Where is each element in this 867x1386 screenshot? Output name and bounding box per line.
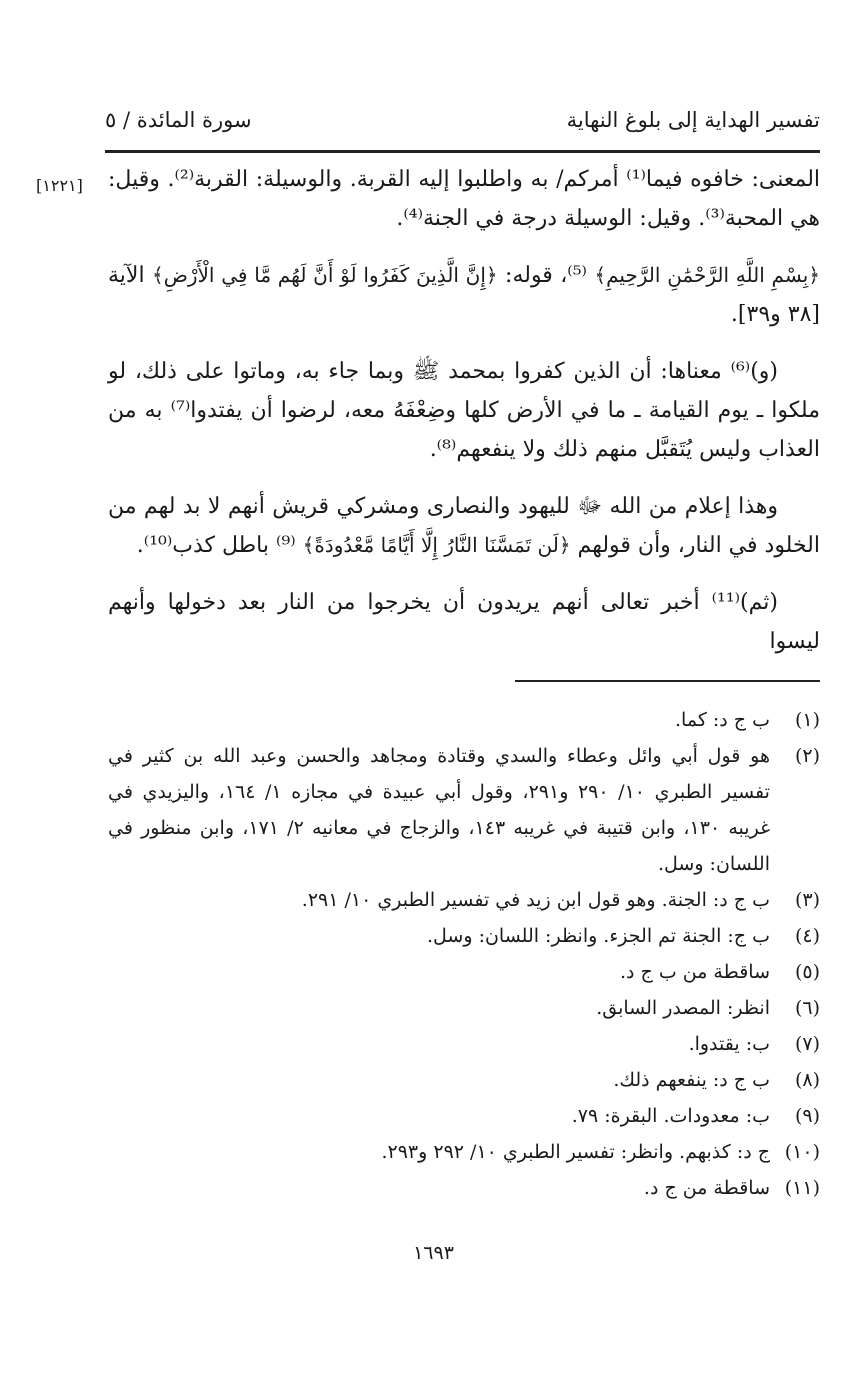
footnote-text: ب ج د: كما. bbox=[675, 709, 770, 731]
footnote-number: (٩) bbox=[794, 1105, 820, 1127]
paragraph-2-mid: ⁽⁵⁾، قوله: bbox=[497, 263, 595, 288]
footnotes bbox=[108, 702, 820, 1206]
footnote-number: (٢) bbox=[794, 745, 820, 767]
footnote-number: (٦) bbox=[794, 997, 820, 1019]
paragraph-1: المعنى: خافوه فيما⁽¹⁾ أمركم/ به واطلبوا إليه القربة. والوسيلة: القربة⁽²⁾. وقيل: هي المحبة⁽³⁾. وقيل: الوسيلة درجة في الجنة⁽⁴⁾. bbox=[108, 167, 821, 231]
footnote bbox=[108, 1134, 820, 1170]
paragraph-4-start: وهذا إعلام من الله ﷻ لليهود والنصارى ومشركي قريش أنهم لا بد لهم من الخلود في النار، وأن قولهم bbox=[108, 494, 820, 558]
footnote-number: (٤) bbox=[794, 925, 820, 947]
paragraph-2-end: الآية [٣٨ و٣٩]. bbox=[108, 263, 820, 327]
footnote bbox=[108, 1026, 820, 1062]
paragraph-2 bbox=[108, 256, 820, 334]
running-header bbox=[105, 108, 820, 148]
book-title: تفسير الهداية إلى بلوغ النهاية bbox=[566, 108, 820, 132]
footnote-text: ب ج د: ينفعهم ذلك. bbox=[613, 1069, 770, 1091]
footnote-number: (٣) bbox=[794, 889, 820, 911]
paragraph-5: (ثم)⁽¹¹⁾ أخبر تعالى أنهم يريدون أن يخرجوا من النار بعد دخولها وأنهم ليسوا bbox=[108, 590, 820, 654]
footnote-number: (١٠) bbox=[784, 1141, 820, 1163]
footnote-number: (٥) bbox=[794, 961, 820, 983]
footnote-text: ج د: كذبهم. وانظر: تفسير الطبري ١٠/ ٢٩٢ و٢٩٣. bbox=[381, 1141, 770, 1163]
paragraph-4-end: ⁽⁹⁾ باطل كذب⁽¹⁰⁾. bbox=[136, 533, 303, 558]
footnote bbox=[108, 738, 820, 882]
footnote-text: ب: معدودات. البقرة: ٧٩. bbox=[571, 1105, 770, 1127]
footnote-text: ساقطة من ج د. bbox=[643, 1177, 770, 1199]
footnote bbox=[108, 1170, 820, 1206]
footnote-number: (٧) bbox=[794, 1033, 820, 1055]
quran-verse: ﴿إِنَّ الَّذِينَ كَفَرُوا لَوْ أَنَّ لَهُم مَّا فِي الْأَرْضِ﴾ bbox=[151, 263, 498, 287]
footnote-number: (١١) bbox=[784, 1177, 820, 1199]
footnote-text: ب ج د: الجنة. وهو قول ابن زيد في تفسير الطبري ١٠/ ٢٩١. bbox=[301, 889, 770, 911]
footnote-number: (٨) bbox=[794, 1069, 820, 1091]
footnote bbox=[108, 990, 820, 1026]
footnote-text: ساقطة من ب ج د. bbox=[619, 961, 770, 983]
footnote bbox=[108, 702, 820, 738]
surah-label: سورة المائدة / ٥ bbox=[105, 108, 252, 132]
footnote-number: (١) bbox=[794, 709, 820, 731]
footnote-divider bbox=[515, 680, 820, 682]
paragraph-4 bbox=[108, 487, 820, 565]
basmala: ﴿بِسْمِ اللَّهِ الرَّحْمَٰنِ الرَّحِيمِ﴾ bbox=[594, 263, 820, 287]
footnote-text: ب ج: الجنة تم الجزء. وانظر: اللسان: وسل. bbox=[427, 925, 770, 947]
manuscript-folio-number: [١٢٢١] bbox=[36, 176, 83, 195]
main-text bbox=[108, 160, 820, 679]
paragraph-3: (و)⁽⁶⁾ معناها: أن الذين كفروا بمحمد ﷺ وبما جاء به، وماتوا على ذلك، لو ملكوا ـ يوم القيامة ـ ما في الأرض كلها وضِعْفَهُ معه، لرضوا أن يفتدوا⁽⁷⁾ به من العذاب وليس يُتَقبَّل منهم ذلك ولا ينفعهم⁽⁸⁾. bbox=[108, 359, 820, 462]
footnote bbox=[108, 882, 820, 918]
footnote-text: انظر: المصدر السابق. bbox=[596, 997, 770, 1019]
footnote-text: هو قول أبي وائل وعطاء والسدي وقتادة ومجاهد والحسن وعبد الله بن كثير في تفسير الطبري ١٠/ ٢٩٠ و٢٩١، وقول أبي عبيدة في مجازه ١/ ١٦٤، واليزيدي في غريبه ١٣٠، وابن قتيبة في غريبه ١٤٣، والزجاج في معانيه ٢/ ١٧١، وابن منظور في اللسان: وسل. bbox=[108, 745, 771, 875]
quran-verse: ﴿لَن تَمَسَّنَا النَّارُ إِلَّا أَيَّامًا مَّعْدُودَةً﴾ bbox=[302, 533, 571, 557]
page-number: ١٦٩٣ bbox=[413, 1242, 454, 1264]
footnote bbox=[108, 1098, 820, 1134]
footnote-text: ب: يقتدوا. bbox=[688, 1033, 770, 1055]
footnote bbox=[108, 918, 820, 954]
footnote bbox=[108, 954, 820, 990]
footnote bbox=[108, 1062, 820, 1098]
header-divider bbox=[105, 150, 820, 153]
